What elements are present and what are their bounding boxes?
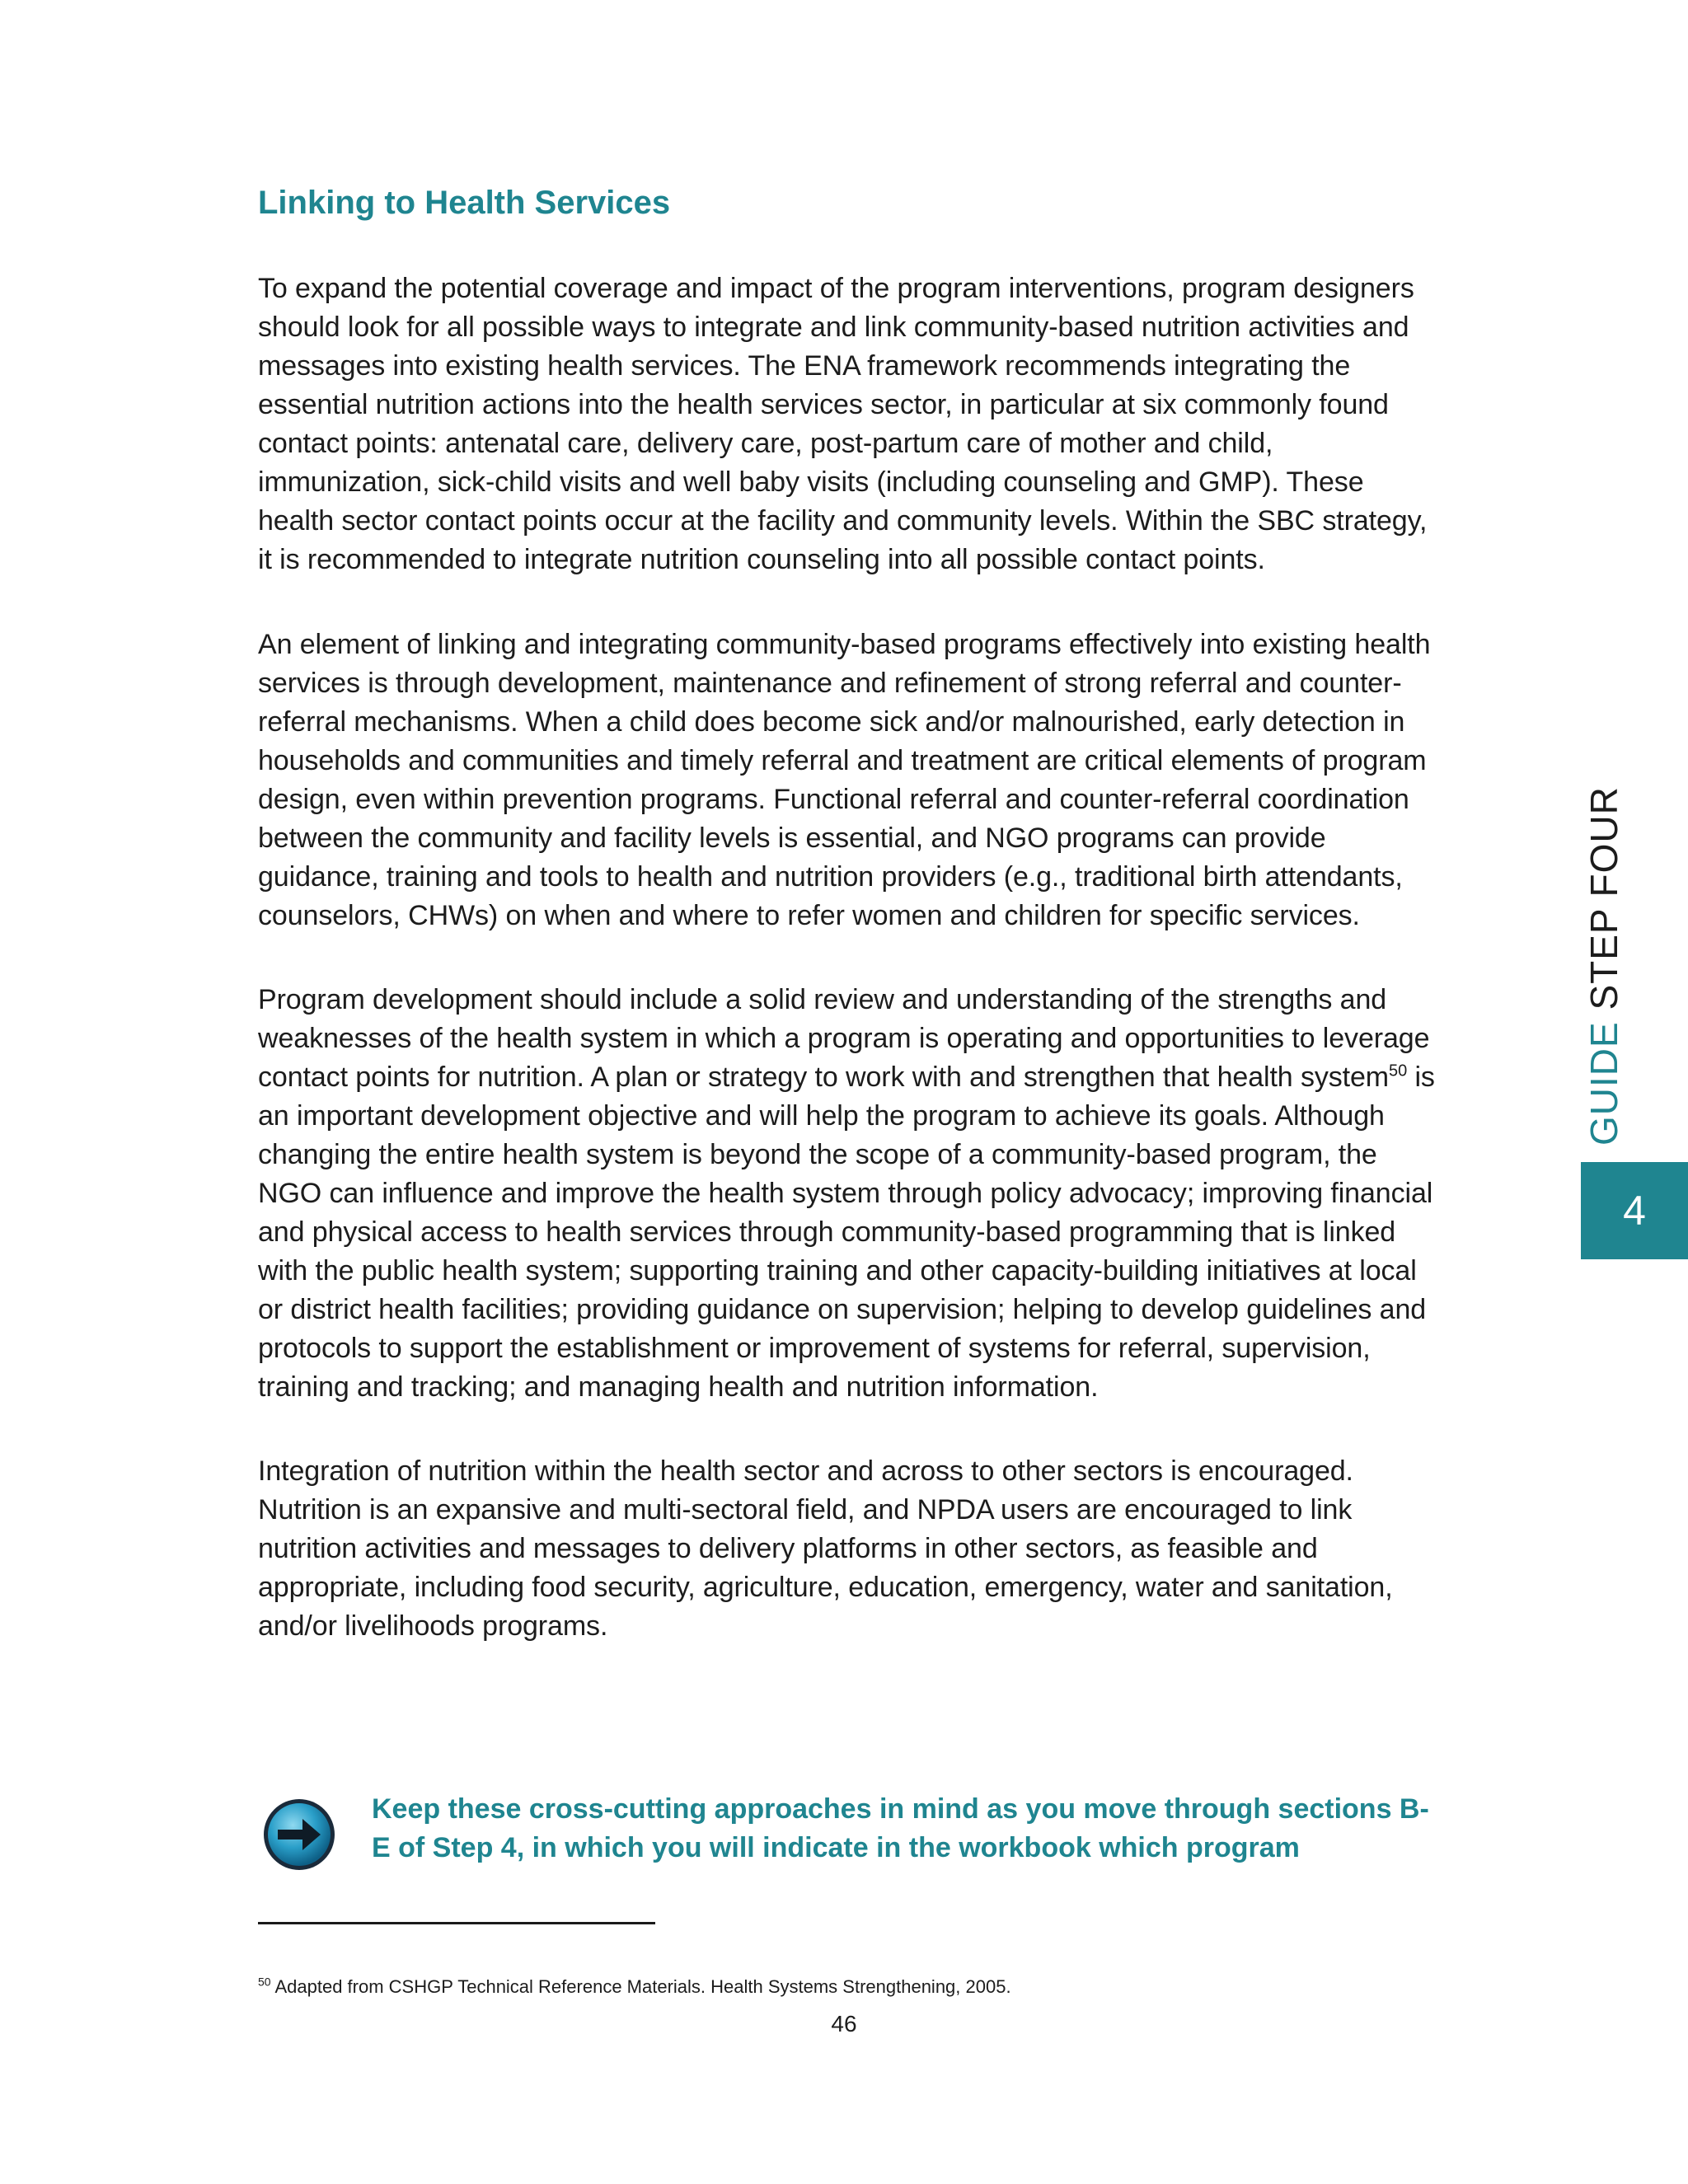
section-heading: Linking to Health Services	[258, 185, 671, 221]
footnote-text: Adapted from CSHGP Technical Reference Materials. Health Systems Strengthening, 2005.	[270, 1976, 1011, 1997]
footnote	[258, 1975, 1437, 1999]
side-section-label	[1581, 786, 1627, 1146]
footnote-reference[interactable]: 50	[1389, 1062, 1408, 1080]
callout-box	[258, 1790, 1437, 1881]
footnote-number: 50	[258, 1975, 271, 1989]
step-number-tab[interactable]	[1581, 1162, 1688, 1259]
page-number: 46	[831, 2011, 857, 2036]
paragraph-integration: Integration of nutrition within the health sector and across to other sectors is encouraged. Nutrition is an expansive and multi-sectoral field, and NPDA users are encouraged to link nutrition activities and messages to delivery platforms in other sectors, as feasible and appropriate, including food security, agriculture, education, emergency, water and sanitation, and/or livelihoods programs.	[258, 1455, 1393, 1642]
step-number: 4	[1623, 1188, 1646, 1234]
side-label-step: STEP FOUR	[1582, 786, 1625, 1022]
paragraph-health-system-start: Program development should include a solid review and understanding of the strengths and weaknesses of the health system in which a program is operating and opportunities to leverage contact points for nutrition. A plan or strategy to work with and strengthen that health system	[258, 984, 1430, 1093]
paragraph-health-system	[258, 981, 1437, 1407]
body-content	[258, 269, 1437, 1691]
paragraph-health-system-end: is an important development objective and will help the program to achieve its goals. Although changing the entire health system is beyond the scope of a community-based program, the NGO can influence and improve the health system through policy advocacy; improving financial and physical access to health services through community-based programming that is linked with the public health system; supporting training and other capacity-building initiatives at local or district health facilities; providing guidance on supervision; helping to develop guidelines and protocols to support the establishment or improvement of systems for referral, supervision, training and tracking; and managing health and nutrition information.	[258, 1062, 1435, 1403]
callout-text: Keep these cross-cutting approaches in mind as you move through sections B-E of Step 4, in which you will indicate in the workbook which program	[372, 1793, 1429, 1863]
side-label-guide: GUIDE	[1582, 1021, 1625, 1146]
arrow-right-icon	[261, 1797, 337, 1872]
paragraph-intro: To expand the potential coverage and impact of the program interventions, program designers should look for all possible ways to integrate and link community-based nutrition activities and messages into existing health services. The ENA framework recommends integrating the essential nutrition actions into the health services sector, in particular at six commonly found contact points: antenatal care, delivery care, post-partum care of mother and child, immunization, sick-child visits and well baby visits (including counseling and GMP). These health sector contact points occur at the facility and community levels. Within the SBC strategy, it is recommended to integrate nutrition counseling into all possible contact points.	[258, 273, 1428, 575]
footnote-divider	[258, 1922, 655, 1924]
paragraph-referral: An element of linking and integrating community-based programs effectively into existing health services is through development, maintenance and refinement of strong referral and counter-referral mechanisms. When a child does become sick and/or malnourished, early detection in households and communities and timely referral and treatment are critical elements of program design, even within prevention programs. Functional referral and counter-referral coordination between the community and facility levels is essential, and NGO programs can provide guidance, training and tools to health and nutrition providers (e.g., traditional birth attendants, counselors, CHWs) on when and where to refer women and children for specific services.	[258, 629, 1431, 931]
